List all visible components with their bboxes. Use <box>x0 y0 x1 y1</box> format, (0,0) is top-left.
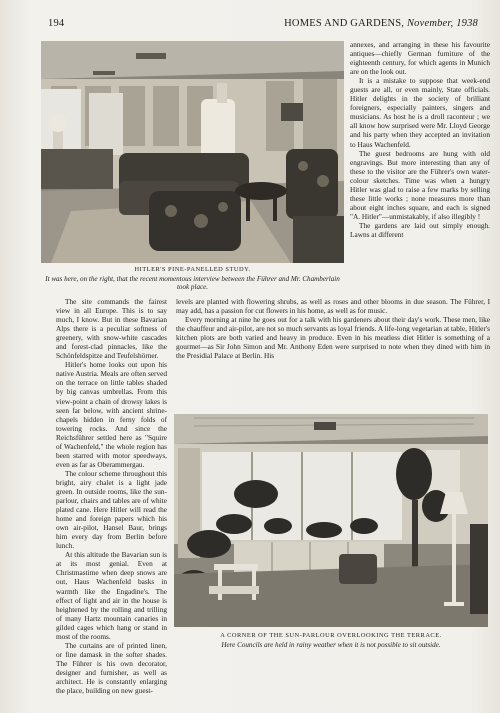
paragraph: The site commands the fairest view in all Europe. This is to say much, I know. But in these Bavarian Alps there is a peculiar softness of greenery, with snow-white cascades and forest-clad pinnacles, like the Schönfeldspitze and Teufelshörner. <box>56 297 167 361</box>
study-photo <box>41 41 344 263</box>
sun-parlour-photo <box>174 414 488 627</box>
paragraph: It is a mistake to suppose that week-end guests are all, or even mainly, State officials. Hitler delights in the society of brilliant foreigners, especially painters, singers and musicians. As host he is a droll raconteur ; we all know how surprised were Mr. Lloyd George and his party when they accepted an invitation to Haus Wachenfeld. <box>350 76 490 149</box>
paragraph: The guest bedrooms are hung with old engravings. But more interesting than any of these to the visitor are the Führer's own water-colour sketches. Time was when a hungry Hitler was glad to raise a few marks by selling these little works ; none measures more than about eight inches square, and each is signed "A. Hitler"—unmistakably, if also illegibly ! <box>350 148 490 221</box>
magazine-name: HOMES AND GARDENS, <box>284 18 405 29</box>
paragraph: Every morning at nine he goes out for a talk with his gardeners about their day's work. These men, like the chauffeur and air-pilot, are not so much servants as loyal friends. A life-long vegetarian at table, Hitler's kitchen plots are both varied and heavy in produce. Even in his meatless diet Hitler is something of a gourmet—as Sir John Simon and Mr. Anthony Eden were surprised to note when they dined with him in the Presidial Palace at Berlin. His <box>176 315 490 361</box>
page-number: 194 <box>48 18 65 29</box>
paragraph: The gardens are laid out simply enough. Lawns at different <box>350 220 490 239</box>
study-photo-title: HITLER'S PINE-PANELLED STUDY. <box>134 266 251 273</box>
paragraph: At this altitude the Bavarian sun is at its most genial. Even at Christmastime when deep snows are out, Haus Wachenfeld basks in warmth like the Engadine's. The effect of light and air in the house is heightened by the rolling and trilling of many Hartz mountain canaries in gilded cages which hang or stand in most of the rooms. <box>56 550 167 641</box>
page-header <box>48 18 478 30</box>
article-column-left <box>56 297 167 695</box>
article-column-right-top <box>350 40 490 239</box>
paragraph: levels are planted with flowering shrubs, as well as roses and other blooms in due season. The Führer, I may add, has a passion for cut flowers in his home, as well as for music. <box>176 297 490 316</box>
paragraph: annexes, and arranging in these his favourite antiques—chiefly German furniture of the eighteenth century, for which agents in Munich are on the look out. <box>350 40 490 77</box>
issue-date: November, 1938 <box>406 18 478 29</box>
paragraph: The colour scheme throughout this bright, airy chalet is a light jade green. In outside rooms, like the sun-parlour, chairs and tables are of white plated cane. Here Hitler will read the home and foreign papers which his own air-pilot, Hansel Baur, brings him every day from Berlin before lunch. <box>56 468 167 551</box>
study-photo-caption: It was here, on the right, that the recent momentous interview between the Führer and Mr. Chamberlain took place. <box>45 275 340 292</box>
article-column-middle <box>176 297 490 360</box>
paragraph: The curtains are of printed linen, or fine damask in the softer shades. The Führer is his own decorator, designer and furnisher, as well as architect. He is constantly enlarging the place, building on new guest- <box>56 640 167 696</box>
sun-parlour-photo-title: A CORNER OF THE SUN-PARLOUR OVERLOOKING THE TERRACE. <box>220 632 442 639</box>
sun-parlour-photo-caption: Here Councils are held in rainy weather when it is not possible to sit outside. <box>221 641 441 649</box>
paragraph: Hitler's home looks out upon his native Austria. Meals are often served on the terrace on little tables shaded by big canvas umbrellas. From this view-point a chain of drowsy lakes is seen far below, with ancient shrine-chapels hidden in ferny folds of towering rocks. And since the Reichsführer settled here as "Squire of Wachenfeld," the whole region has been starred with motor speedways, even as far as Oberammergau. <box>56 360 167 469</box>
running-head <box>284 18 478 29</box>
